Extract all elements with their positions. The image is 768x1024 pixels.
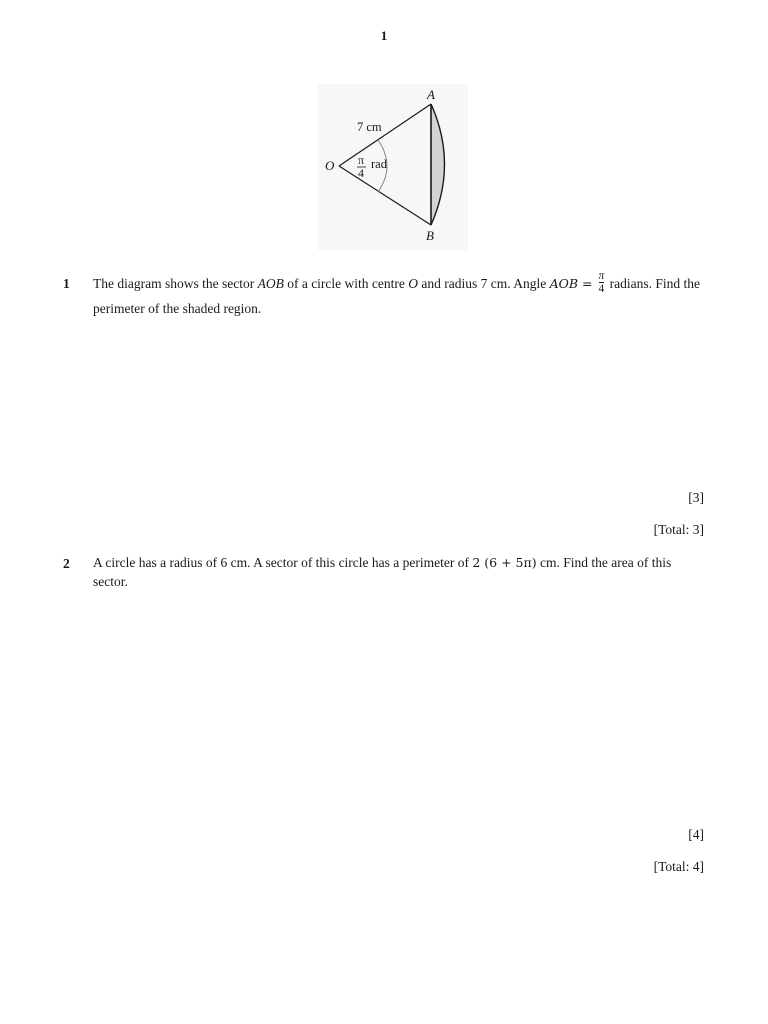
label-o: O [325,158,335,173]
angle-pi: π [358,153,365,167]
question-2-marks: [4] [688,827,704,842]
question-1-marks: [3] [688,490,704,505]
question-2-text: A circle has a radius of 6 cm. A sector of this circle has a perimeter of 2 (6 + 5π) cm. Find the area of this sector. [93,555,672,589]
question-1-total: [Total: 3] [653,522,704,537]
angle-expression: AOB = [549,276,597,291]
question-2-total: [Total: 4] [653,859,704,874]
question-1-number: 1 [63,276,70,291]
sector-diagram-svg [318,84,468,250]
sector-diagram [318,84,468,250]
question-2-number: 2 [63,556,70,571]
angle-fraction: $\frac{\pi}{4}$ [598,269,605,295]
question-1-text: The diagram shows the sector AOB of a circle with centre O and radius 7 cm. Angle AOB = $\frac{\pi}{4}$ radians. Find the perimeter of the shaded region. [93,269,701,316]
centre-name: O [408,276,419,291]
angle-unit: rad [371,157,387,171]
label-b: B [426,228,434,243]
radius-label: 7 cm [357,120,382,134]
angle-den: 4 [358,166,364,180]
sector-name: AOB [257,276,284,291]
perimeter-expression: 2 (6 + 5π) [472,555,537,570]
label-a: A [427,87,435,102]
page-number: 1 [380,28,388,43]
